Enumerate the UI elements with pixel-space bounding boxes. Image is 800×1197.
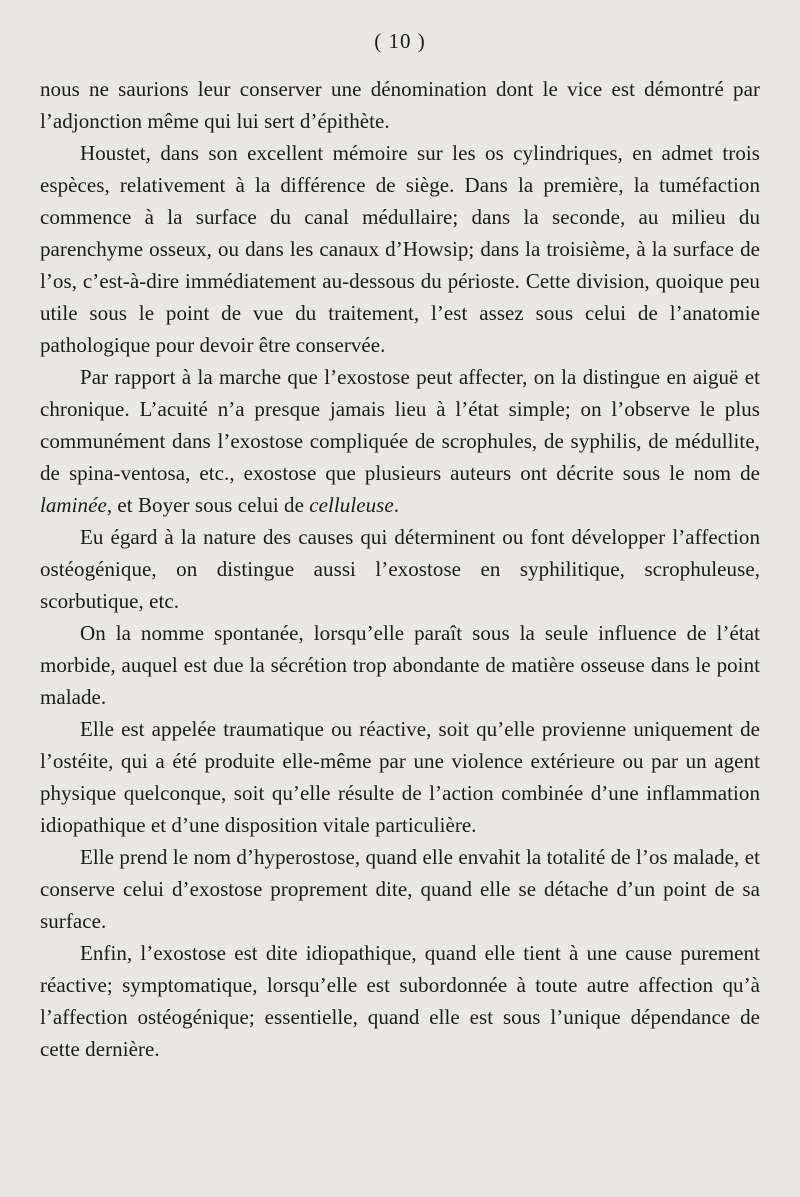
- paragraph-6: Elle est appelée traumatique ou réactive, soit qu’elle provienne uniquement de l’ostéite, qui a été produite elle-même par une violence extérieure ou par un agent physique quelconque, soit qu’elle résulte de l’action combinée d’une inflammation idiopathique et d’une disposition vitale particulière.: [40, 717, 760, 837]
- paragraph-2: Houstet, dans son excellent mémoire sur les os cylindriques, en admet trois espèces, relativement à la différence de siège. Dans la première, la tuméfaction commence à la surface du canal médullaire; dans la seconde, au milieu du parenchyme osseux, ou dans les canaux d’Howsip; dans la troisième, à la surface de l’os, c’est-à-dire immédiatement au-dessous du périoste. Cette division, quoique peu utile sous le point de vue du traitement, l’est assez sous celui de l’anatomie pathologique pour devoir être conservée.: [40, 141, 760, 357]
- paragraph-3-italic-laminee: laminée: [40, 493, 107, 517]
- paragraph-3-text-middle: , et Boyer sous celui de: [106, 493, 310, 517]
- paragraph-3-text-before: Par rapport à la marche que l’exostose peut affecter, on la distingue en aiguë et chronique. L’acuité n’a presque jamais lieu à l’état simple; on l’observe le plus communément dans l’exostose compliquée de scrophules, de syphilis, de médullite, de spina-ventosa, etc., exostose que plusieurs auteurs ont décrite sous le nom de: [40, 365, 760, 485]
- paragraph-3-italic-celluleuse: celluleuse: [309, 493, 394, 517]
- paragraph-4: Eu égard à la nature des causes qui déterminent ou font développer l’affection ostéogénique, on distingue aussi l’exostose en syphilitique, scrophuleuse, scorbutique, etc.: [40, 525, 760, 613]
- paragraph-3: [40, 361, 760, 521]
- paragraph-3-text-after: .: [393, 493, 400, 517]
- paragraph-1: nous ne saurions leur conserver une dénomination dont le vice est démontré par l’adjonction même qui lui sert d’épithète.: [40, 77, 760, 133]
- paragraph-5: On la nomme spontanée, lorsqu’elle paraît sous la seule influence de l’état morbide, auquel est due la sécrétion trop abondante de matière osseuse dans le point malade.: [40, 621, 760, 709]
- paragraph-8: Enfin, l’exostose est dite idiopathique, quand elle tient à une cause purement réactive; symptomatique, lorsqu’elle est subordonnée à toute autre affection qu’à l’affection ostéogénique; essentielle, quand elle est sous l’unique dépendance de cette dernière.: [40, 941, 760, 1061]
- page-number: ( 10 ): [374, 29, 426, 53]
- paragraph-7: Elle prend le nom d’hyperostose, quand elle envahit la totalité de l’os malade, et conserve celui d’exostose proprement dite, quand elle se détache d’un point de sa surface.: [40, 845, 760, 933]
